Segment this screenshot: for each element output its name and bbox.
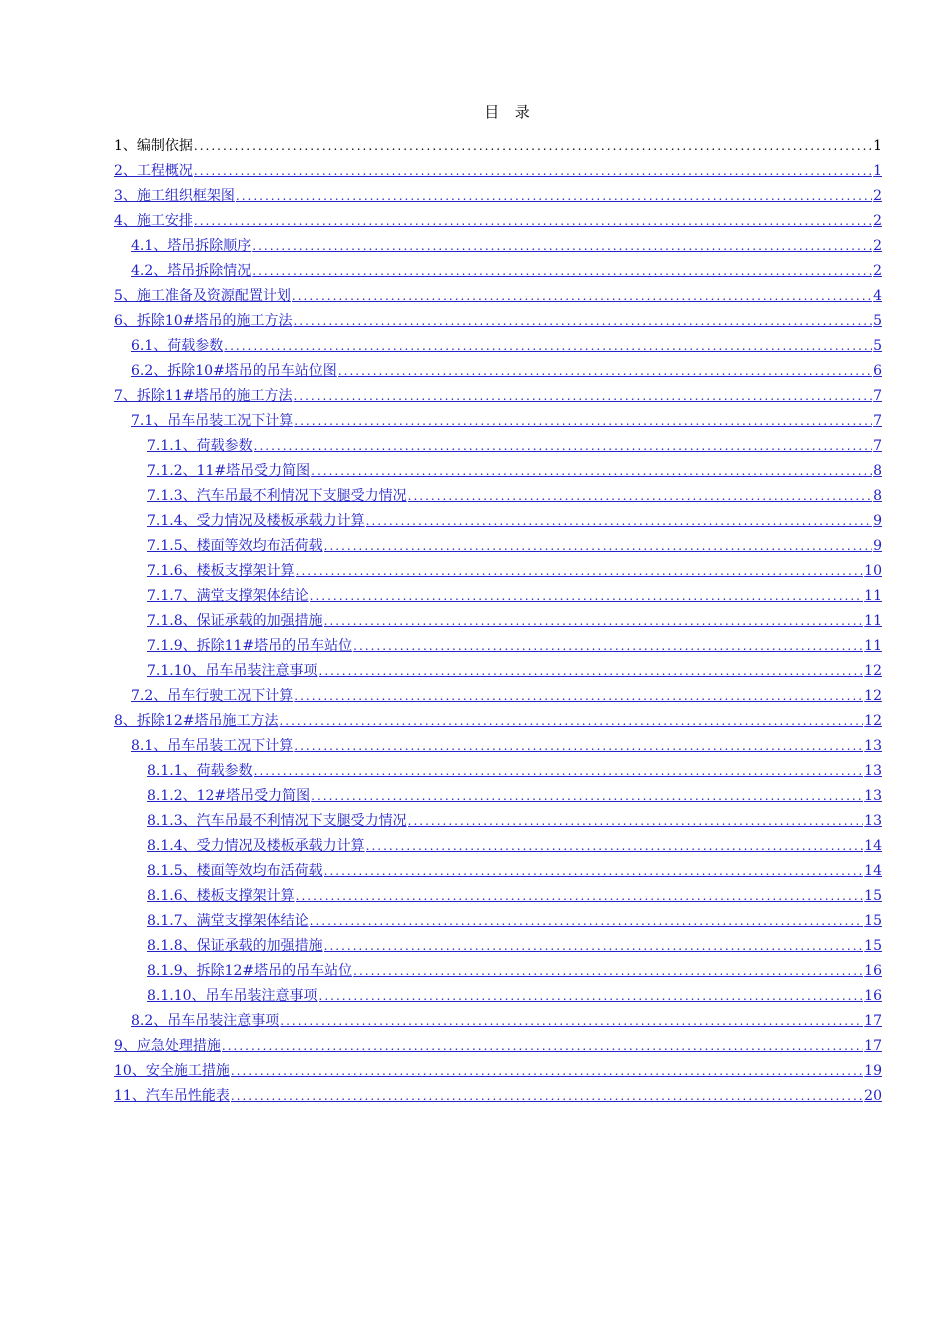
toc-entry-page-number: 10: [864, 563, 882, 579]
toc-entry-page-number: 11: [864, 638, 882, 654]
toc-entry-page-number: 2: [873, 213, 882, 229]
toc-entry-label: 7.1.1、荷载参数: [147, 438, 253, 454]
toc-dot-leader: [294, 737, 863, 756]
toc-entry[interactable]: [114, 912, 882, 937]
toc-entry-page-number: 11: [864, 613, 882, 629]
toc-entry[interactable]: [114, 737, 882, 762]
toc-entry-label: 7.1.2、11#塔吊受力简图: [147, 463, 311, 479]
toc-dot-leader: [293, 387, 872, 406]
toc-entry-page-number: 12: [864, 688, 882, 704]
toc-entry[interactable]: [114, 712, 882, 737]
toc-entry-page-number: 1: [873, 163, 882, 179]
toc-entry-label: 4.1、塔吊拆除顺序: [131, 238, 252, 254]
toc-entry[interactable]: [114, 612, 882, 637]
toc-dot-leader: [231, 1087, 863, 1106]
toc-entry[interactable]: [114, 537, 882, 562]
toc-entry-page-number: 17: [864, 1013, 882, 1029]
toc-entry-label: 7.1.10、吊车吊装注意事项: [147, 663, 318, 679]
toc-entry[interactable]: [114, 287, 882, 312]
toc-dot-leader: [280, 1012, 863, 1031]
toc-entry-label: 6、拆除10#塔吊的施工方法: [114, 313, 293, 329]
toc-entry[interactable]: [114, 262, 882, 287]
toc-entry-label: 8.1.4、受力情况及楼板承载力计算: [147, 838, 365, 854]
toc-entry-label: 7.1.5、楼面等效均布活荷载: [147, 538, 323, 554]
toc-entry-page-number: 14: [864, 838, 882, 854]
toc-entry: [114, 137, 882, 162]
toc-entry-label: 9、应急处理措施: [114, 1038, 221, 1054]
toc-dot-leader: [311, 787, 863, 806]
toc-dot-leader: [294, 412, 872, 431]
toc-entry[interactable]: [114, 962, 882, 987]
table-of-contents: [114, 137, 882, 1112]
toc-dot-leader: [324, 937, 864, 956]
toc-title: 目 录: [484, 103, 532, 121]
toc-entry[interactable]: [114, 812, 882, 837]
toc-entry-label: 8.1.1、荷载参数: [147, 763, 253, 779]
toc-dot-leader: [338, 362, 872, 381]
toc-entry-page-number: 2: [873, 238, 882, 254]
toc-dot-leader: [366, 512, 872, 531]
toc-entry-page-number: 13: [864, 813, 882, 829]
toc-entry[interactable]: [114, 862, 882, 887]
toc-entry[interactable]: [114, 312, 882, 337]
toc-entry-page-number: 9: [873, 513, 882, 529]
toc-dot-leader: [279, 712, 863, 731]
toc-entry-label: 8.1.3、汽车吊最不利情况下支腿受力情况: [147, 813, 407, 829]
toc-entry-page-number: 16: [864, 963, 882, 979]
toc-entry[interactable]: [114, 412, 882, 437]
toc-entry[interactable]: [114, 1087, 882, 1112]
toc-entry[interactable]: [114, 887, 882, 912]
toc-entry-label: 8、拆除12#塔吊施工方法: [114, 713, 279, 729]
toc-dot-leader: [319, 987, 864, 1006]
toc-entry-page-number: 12: [864, 713, 882, 729]
toc-entry-label: 10、安全施工措施: [114, 1063, 230, 1079]
toc-entry-label: 8.1.2、12#塔吊受力简图: [147, 788, 311, 804]
toc-entry[interactable]: [114, 1012, 882, 1037]
toc-entry-page-number: 15: [864, 888, 882, 904]
toc-entry[interactable]: [114, 237, 882, 262]
toc-entry[interactable]: [114, 512, 882, 537]
toc-dot-leader: [254, 437, 872, 456]
toc-entry-page-number: 15: [864, 938, 882, 954]
toc-entry-label: 6.2、拆除10#塔吊的吊车站位图: [131, 363, 337, 379]
toc-entry[interactable]: [114, 762, 882, 787]
toc-entry-label: 8.1.6、楼板支撑架计算: [147, 888, 295, 904]
toc-entry-page-number: 9: [873, 538, 882, 554]
toc-entry[interactable]: [114, 362, 882, 387]
toc-entry-label: 8.1.5、楼面等效均布活荷载: [147, 863, 323, 879]
toc-entry-page-number: 13: [864, 788, 882, 804]
toc-entry-label: 4、施工安排: [114, 213, 193, 229]
toc-entry-page-number: 8: [873, 463, 882, 479]
toc-dot-leader: [353, 637, 863, 656]
toc-entry-page-number: 14: [864, 863, 882, 879]
toc-entry[interactable]: [114, 1062, 882, 1087]
toc-dot-leader: [319, 662, 864, 681]
toc-entry[interactable]: [114, 187, 882, 212]
toc-dot-leader: [310, 587, 864, 606]
toc-entry-page-number: 19: [864, 1063, 882, 1079]
toc-entry-label: 7.1.8、保证承载的加强措施: [147, 613, 323, 629]
toc-entry-page-number: 2: [873, 188, 882, 204]
toc-entry[interactable]: [114, 437, 882, 462]
toc-entry[interactable]: [114, 487, 882, 512]
toc-entry-page-number: 20: [864, 1088, 882, 1104]
toc-entry[interactable]: [114, 937, 882, 962]
toc-dot-leader: [293, 312, 872, 331]
toc-entry-label: 7.2、吊车行驶工况下计算: [131, 688, 294, 704]
toc-dot-leader: [222, 1037, 863, 1056]
toc-entry-label: 4.2、塔吊拆除情况: [131, 263, 252, 279]
toc-entry-page-number: 13: [864, 763, 882, 779]
toc-entry-page-number: 8: [873, 488, 882, 504]
toc-dot-leader: [296, 887, 864, 906]
toc-entry[interactable]: [114, 162, 882, 187]
toc-entry-label: 5、施工准备及资源配置计划: [114, 288, 291, 304]
toc-entry[interactable]: [114, 987, 882, 1012]
toc-dot-leader: [224, 337, 872, 356]
toc-entry-page-number: 12: [864, 663, 882, 679]
toc-entry-label: 8.1.8、保证承载的加强措施: [147, 938, 323, 954]
toc-entry-page-number: 2: [873, 263, 882, 279]
toc-dot-leader: [310, 912, 864, 931]
toc-entry-label: 7.1、吊车吊装工况下计算: [131, 413, 294, 429]
toc-entry-label: 7.1.6、楼板支撑架计算: [147, 563, 295, 579]
toc-dot-leader: [324, 612, 864, 631]
toc-dot-leader: [294, 687, 863, 706]
toc-entry-page-number: 13: [864, 738, 882, 754]
toc-dot-leader: [324, 862, 864, 881]
toc-entry-page-number: 5: [873, 338, 882, 354]
toc-entry-label: 11、汽车吊性能表: [114, 1088, 230, 1104]
toc-entry-page-number: 4: [873, 288, 882, 304]
toc-entry-label: 8.1.9、拆除12#塔吊的吊车站位: [147, 963, 353, 979]
toc-dot-leader: [311, 462, 872, 481]
toc-dot-leader: [408, 812, 864, 831]
toc-entry-label: 7.1.3、汽车吊最不利情况下支腿受力情况: [147, 488, 407, 504]
toc-entry-page-number: 11: [864, 588, 882, 604]
toc-entry-label: 7.1.7、满堂支撑架体结论: [147, 588, 309, 604]
toc-dot-leader: [236, 187, 872, 206]
toc-entry-page-number: 1: [873, 138, 882, 154]
toc-entry-page-number: 7: [873, 438, 882, 454]
toc-entry[interactable]: [114, 387, 882, 412]
toc-dot-leader: [194, 212, 872, 231]
toc-entry-label: 7.1.4、受力情况及楼板承载力计算: [147, 513, 365, 529]
toc-dot-leader: [194, 162, 872, 181]
toc-entry-label: 3、施工组织框架图: [114, 188, 235, 204]
toc-entry-label: 8.2、吊车吊装注意事项: [131, 1013, 280, 1029]
toc-entry-label: 6.1、荷载参数: [131, 338, 224, 354]
toc-entry[interactable]: [114, 787, 882, 812]
toc-entry-page-number: 7: [873, 388, 882, 404]
toc-entry-page-number: 5: [873, 313, 882, 329]
toc-entry-label: 8.1.7、满堂支撑架体结论: [147, 913, 309, 929]
toc-entry[interactable]: [114, 562, 882, 587]
toc-entry-label: 7、拆除11#塔吊的施工方法: [114, 388, 293, 404]
toc-dot-leader: [353, 962, 863, 981]
toc-entry-label: 8.1、吊车吊装工况下计算: [131, 738, 294, 754]
toc-entry-label: 7.1.9、拆除11#塔吊的吊车站位: [147, 638, 353, 654]
toc-entry[interactable]: [114, 637, 882, 662]
toc-entry-label: 1、编制依据: [114, 138, 193, 154]
toc-entry[interactable]: [114, 587, 882, 612]
toc-entry-page-number: 17: [864, 1038, 882, 1054]
toc-entry-page-number: 15: [864, 913, 882, 929]
toc-entry-page-number: 7: [873, 413, 882, 429]
toc-entry[interactable]: [114, 837, 882, 862]
toc-entry-page-number: 6: [873, 363, 882, 379]
toc-entry[interactable]: [114, 212, 882, 237]
toc-dot-leader: [324, 537, 872, 556]
toc-entry[interactable]: [114, 337, 882, 362]
toc-entry-page-number: 16: [864, 988, 882, 1004]
toc-dot-leader: [292, 287, 872, 306]
toc-entry-label: 2、工程概况: [114, 163, 193, 179]
toc-entry[interactable]: [114, 687, 882, 712]
toc-dot-leader: [296, 562, 864, 581]
toc-dot-leader: [194, 137, 872, 156]
toc-entry[interactable]: [114, 462, 882, 487]
toc-dot-leader: [252, 237, 872, 256]
toc-entry[interactable]: [114, 1037, 882, 1062]
toc-dot-leader: [252, 262, 872, 281]
toc-dot-leader: [408, 487, 872, 506]
toc-dot-leader: [231, 1062, 863, 1081]
toc-entry-label: 8.1.10、吊车吊装注意事项: [147, 988, 318, 1004]
toc-entry[interactable]: [114, 662, 882, 687]
toc-dot-leader: [366, 837, 864, 856]
toc-dot-leader: [254, 762, 864, 781]
